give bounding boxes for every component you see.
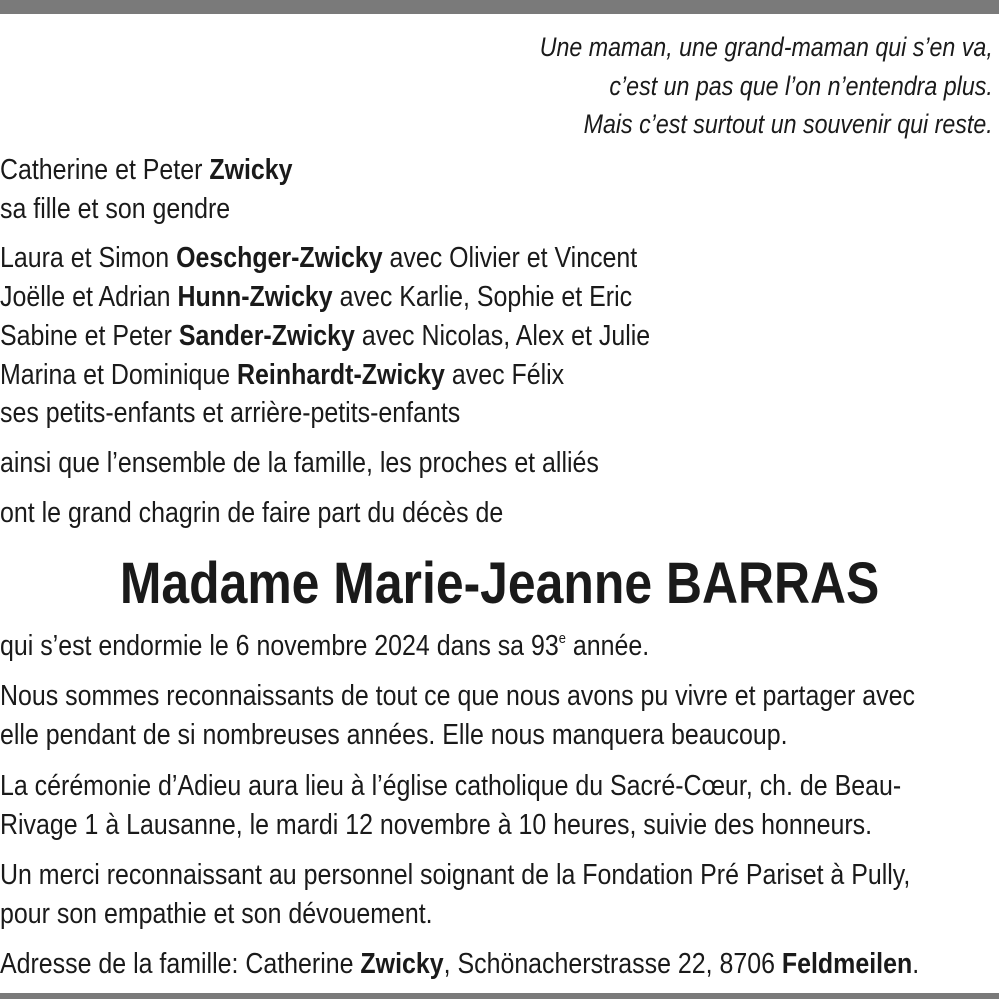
gratitude-line-1: Nous sommes reconnaissants de tout ce que nous avons pu vivre et partager avec: [0, 680, 915, 712]
gratitude-line-2: elle pendant de si nombreuses années. Elle nous manquera beaucoup.: [0, 719, 788, 751]
thanks-line-2: pour son empathie et son dévouement.: [0, 898, 433, 930]
grandchild-surname: Hunn-Zwicky: [177, 281, 333, 313]
daughter-names: Catherine et Peter: [0, 154, 203, 186]
address-surname: Zwicky: [360, 948, 444, 980]
daughter-surname: Zwicky: [209, 154, 293, 186]
ordinal-superscript: e: [558, 630, 566, 647]
family-address: Adresse de la famille: Catherine Zwicky, Schönacherstrasse 22, 8706 Feldmeilen.: [0, 948, 920, 980]
deceased-name: Madame Marie-Jeanne BARRAS: [119, 551, 880, 616]
quote-line-2: c’est un pas que l’on n’entendra plus.: [609, 71, 993, 101]
death-line: qui s’est endormie le 6 novembre 2024 dans sa 93e année.: [0, 630, 650, 662]
daughter-relation: sa fille et son gendre: [0, 193, 231, 225]
grandchild-line-2: Joëlle et Adrian Hunn-Zwicky avec Karlie, Sophie et Eric: [0, 281, 633, 313]
grandchild-line-4: Marina et Dominique Reinhardt-Zwicky avec Félix: [0, 359, 565, 391]
daughter-line: [0, 151, 340, 190]
grandchild-surname: Oeschger-Zwicky: [176, 242, 383, 274]
address-city: Feldmeilen: [781, 948, 913, 980]
quote-line-1: Une maman, une grand-maman qui s’en va,: [539, 32, 993, 62]
grandchild-line-3: Sabine et Peter Sander-Zwicky avec Nicolas, Alex et Julie: [0, 320, 651, 352]
grandchildren-relation: ses petits-enfants et arrière-petits-enfants: [0, 397, 461, 429]
grandchild-surname: Reinhardt-Zwicky: [237, 359, 445, 391]
thanks-line-1: Un merci reconnaissant au personnel soignant de la Fondation Pré Pariset à Pully,: [0, 859, 911, 891]
grandchild-line-1: Laura et Simon Oeschger-Zwicky avec Olivier et Vincent: [0, 242, 638, 274]
bottom-rule: [0, 993, 999, 999]
ceremony-line-2: Rivage 1 à Lausanne, le mardi 12 novembre à 10 heures, suivie des honneurs.: [0, 809, 873, 841]
grandchild-surname: Sander-Zwicky: [178, 320, 355, 352]
announcement-line: ont le grand chagrin de faire part du décès de: [0, 497, 504, 529]
top-rule: [0, 0, 999, 14]
family-line: ainsi que l’ensemble de la famille, les proches et alliés: [0, 447, 599, 479]
ceremony-line-1: La cérémonie d’Adieu aura lieu à l’église catholique du Sacré-Cœur, ch. de Beau-: [0, 770, 902, 802]
quote-line-3: Mais c’est surtout un souvenir qui reste.: [583, 109, 993, 139]
